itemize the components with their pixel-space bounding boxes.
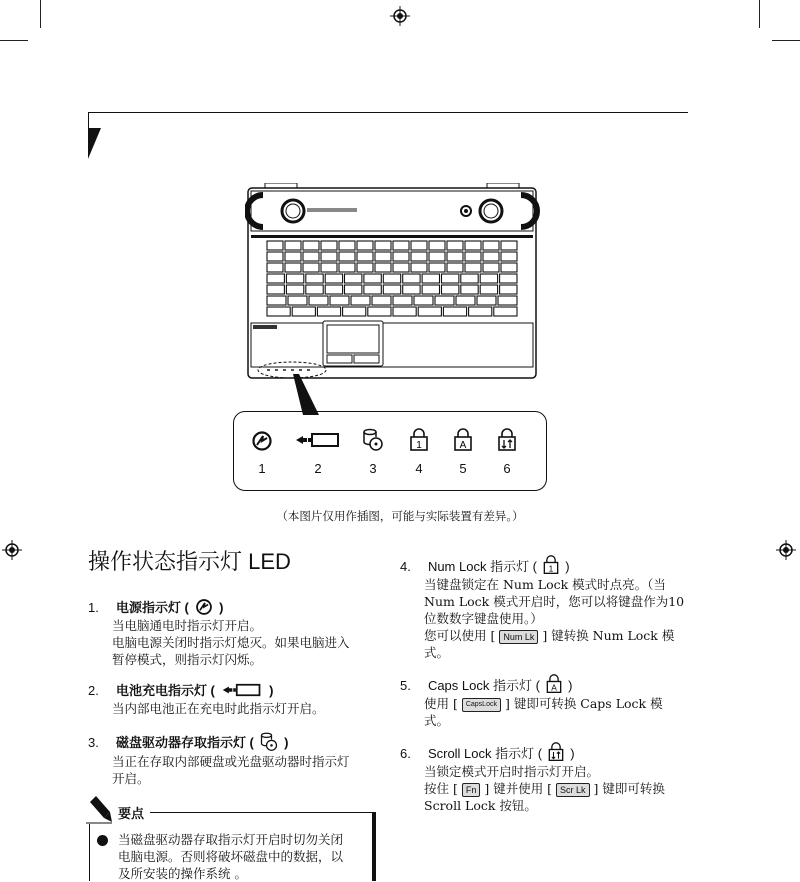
keyboard-key: [494, 307, 517, 316]
keyboard-key: [285, 263, 301, 272]
item-title: 电池充电指示灯 (: [115, 683, 215, 698]
figure-caption: （本图片仅用作插图，可能与实际装置有差异。）: [276, 509, 524, 523]
keyboard-key: [285, 252, 301, 261]
note-line: 电脑电源。否则将破坏磁盘中的数据，以: [118, 849, 344, 864]
item-line: 当键盘锁定在 Num Lock 模式时点亮。（当: [424, 577, 666, 592]
item-line: 按住 [ Fn ] 键并使用 [ Scr Lk ] 键即可转换: [424, 781, 665, 796]
keyboard-key: [339, 252, 355, 261]
keyboard-key: [325, 274, 342, 283]
keyboard-key: [325, 285, 342, 294]
keyboard-key: [501, 252, 517, 261]
item-caps-lock: [400, 674, 695, 729]
keyboard-key: [267, 274, 284, 283]
keyboard-key: [286, 285, 303, 294]
keyboard-key: [461, 285, 478, 294]
keyboard-key: [393, 307, 416, 316]
item-line: 当内部电池正在充电时此指示灯开启。: [112, 701, 325, 716]
keyboard-key: [267, 285, 284, 294]
keyboard-key: [435, 296, 454, 305]
keyboard-key: [357, 252, 373, 261]
item-title: 电源指示灯 (: [115, 600, 189, 615]
note-rule: [150, 812, 372, 813]
note-text: [118, 831, 373, 882]
caps-lock-key: CapsLock: [462, 698, 501, 712]
item-line: 位数数字键盘使用。）: [424, 611, 543, 626]
keyboard-key: [447, 252, 463, 261]
keyboard-key: [321, 241, 337, 250]
keyboard-key: [498, 296, 517, 305]
item-title: Scroll Lock 指示灯 (: [427, 746, 543, 761]
keyboard-key: [477, 296, 496, 305]
scr-lk-key: Scr Lk: [556, 783, 590, 797]
item-line: 使用 [ CapsLock ] 键即可转换 Caps Lock 模: [424, 696, 663, 711]
crop-mark: [759, 0, 760, 28]
item-line: 当电脑通电时指示灯开启。: [112, 618, 263, 633]
item-title: 磁盘驱动器存取指示灯 (: [115, 735, 254, 750]
item-number: 5.: [400, 678, 411, 693]
num-lock-icon: [409, 428, 429, 452]
pencil-icon: [86, 796, 112, 824]
keyboard-key: [469, 307, 492, 316]
fn-key: Fn: [462, 783, 481, 797]
item-title-close: ): [219, 600, 224, 615]
keyboard-key: [343, 307, 366, 316]
svg-text:A: A: [459, 440, 467, 451]
scroll-lock-icon: [497, 428, 517, 452]
keyboard-key: [480, 285, 497, 294]
indicator-label-1: 1: [258, 461, 266, 476]
laptop-illustration: [245, 183, 540, 383]
item-line: Num Lock 模式开启时，您可以将键盘作为10: [424, 594, 685, 609]
num-lk-key: Num Lk: [499, 630, 538, 644]
keyboard-key: [461, 274, 478, 283]
battery-charge-icon: [220, 683, 264, 697]
caps-lock-icon: [453, 428, 473, 452]
item-line: 式。: [424, 645, 450, 660]
keyboard-key: [411, 263, 427, 272]
keyboard-key: [286, 274, 303, 283]
caps-lock-icon: [545, 674, 563, 694]
item-battery: [88, 680, 388, 717]
keyboard-key: [465, 252, 481, 261]
item-title-close: ): [284, 735, 289, 750]
svg-text:1: 1: [548, 563, 554, 574]
item-title: Num Lock 指示灯 (: [427, 559, 538, 574]
keyboard-key: [501, 263, 517, 272]
indicator-label-5: 5: [459, 461, 467, 476]
item-number: 2.: [88, 683, 99, 698]
item-line: Scroll Lock 按钮。: [424, 798, 537, 813]
item-num-lock: [400, 555, 695, 661]
registration-mark-icon: [776, 540, 796, 560]
keyboard-key: [321, 252, 337, 261]
battery-charge-icon: [296, 432, 340, 448]
item-title-close: ): [565, 559, 570, 574]
item-line: 式。: [424, 713, 450, 728]
keyboard-key: [345, 274, 362, 283]
keyboard-key: [303, 252, 319, 261]
keyboard-key: [357, 263, 373, 272]
item-number: 4.: [400, 559, 411, 574]
item-line: 开启。: [112, 771, 150, 786]
keyboard-key: [500, 274, 517, 283]
item-line: 暂停模式，则指示灯闪烁。: [112, 652, 263, 667]
item-power: [88, 597, 388, 668]
keyboard-key: [383, 274, 400, 283]
registration-mark-icon: [390, 6, 410, 26]
keyboard-key: [321, 263, 337, 272]
disk-access-icon: [362, 428, 384, 452]
keyboard-key: [465, 263, 481, 272]
header-rule: [88, 112, 688, 113]
indicator-label-4: 4: [415, 461, 423, 476]
keyboard-key: [393, 252, 409, 261]
item-title-close: ): [568, 678, 573, 693]
item-number: 6.: [400, 746, 411, 761]
keyboard-key: [483, 241, 499, 250]
keyboard-key: [267, 241, 283, 250]
keyboard-key: [465, 241, 481, 250]
corner-triangle-icon: [88, 128, 102, 160]
item-disk: [88, 732, 388, 787]
keyboard-key: [288, 296, 307, 305]
callout-arrow: [285, 374, 325, 416]
keyboard-key: [411, 252, 427, 261]
keyboard-key: [351, 296, 370, 305]
keyboard-key: [483, 252, 499, 261]
keyboard-key: [429, 263, 445, 272]
keyboard-key: [418, 307, 441, 316]
keyboard-key: [285, 241, 301, 250]
keyboard-key: [375, 263, 391, 272]
note-line: 当磁盘驱动器存取指示灯开启时切勿关闭: [118, 832, 344, 847]
keyboard-key: [345, 285, 362, 294]
keyboard-key: [357, 241, 373, 250]
keyboard-key: [422, 285, 439, 294]
keyboard-key: [393, 296, 412, 305]
indicator-label-3: 3: [369, 461, 377, 476]
keyboard-key: [339, 241, 355, 250]
keyboard-key: [368, 307, 391, 316]
keyboard-key: [480, 274, 497, 283]
item-title: Caps Lock 指示灯 (: [427, 678, 540, 693]
keyboard-key: [447, 241, 463, 250]
keyboard-key: [303, 241, 319, 250]
keyboard-key: [442, 274, 459, 283]
keyboard-key: [364, 274, 381, 283]
item-line: 您可以使用 [ Num Lk ] 键转换 Num Lock 模: [424, 628, 675, 643]
item-number: 3.: [88, 735, 99, 750]
keyboard-key: [292, 307, 315, 316]
keyboard-key: [501, 241, 517, 250]
crop-mark: [0, 40, 28, 41]
item-scroll-lock: [400, 742, 695, 814]
indicator-label-2: 2: [314, 461, 322, 476]
note-bullet-icon: [97, 835, 108, 846]
keyboard-key: [442, 285, 459, 294]
note-line: 及所安装的操作系统 。: [118, 866, 247, 881]
power-icon: [194, 598, 214, 616]
keyboard-key: [375, 252, 391, 261]
keyboard-key: [267, 307, 290, 316]
keyboard-key: [330, 296, 349, 305]
item-line: 当正在存取内部硬盘或光盘驱动器时指示灯: [112, 754, 350, 769]
note-heading: 要点: [118, 806, 145, 821]
keyboard-key: [429, 241, 445, 250]
indicator-label-6: 6: [503, 461, 511, 476]
svg-text:1: 1: [416, 440, 422, 451]
keyboard-key: [306, 274, 323, 283]
keyboard-key: [267, 252, 283, 261]
keyboard-key: [414, 296, 433, 305]
keyboard-key: [393, 241, 409, 250]
keyboard-key: [383, 285, 400, 294]
num-lock-icon: [542, 555, 560, 575]
item-title-close: ): [269, 683, 274, 698]
keyboard-key: [456, 296, 475, 305]
keyboard-key: [422, 274, 439, 283]
keyboard-key: [447, 263, 463, 272]
keyboard-key: [375, 241, 391, 250]
keyboard-key: [267, 263, 283, 272]
section-title: 操作状态指示灯 LED: [88, 549, 291, 574]
keyboard-key: [403, 274, 420, 283]
keyboard-key: [372, 296, 391, 305]
note-rule-left: [89, 824, 90, 881]
item-line: 当锁定模式开启时指示灯开启。: [424, 764, 600, 779]
keyboard-key: [403, 285, 420, 294]
disk-access-icon: [259, 732, 279, 752]
keyboard-key: [500, 285, 517, 294]
crop-mark: [772, 40, 800, 41]
keyboard-key: [483, 263, 499, 272]
keyboard-key: [429, 252, 445, 261]
item-line: 电脑电源关闭时指示灯熄灭。如果电脑进入: [112, 635, 350, 650]
keyboard-key: [339, 263, 355, 272]
item-title-close: ): [570, 746, 575, 761]
keyboard-key: [267, 296, 286, 305]
power-icon: [251, 430, 273, 452]
keyboard-key: [309, 296, 328, 305]
keyboard-key: [411, 241, 427, 250]
keyboard-key: [317, 307, 340, 316]
keyboard-key: [306, 285, 323, 294]
crop-mark: [40, 0, 41, 28]
svg-text:A: A: [551, 682, 557, 693]
keyboard-key: [303, 263, 319, 272]
scroll-lock-icon: [547, 742, 565, 762]
keyboard-key: [443, 307, 466, 316]
registration-mark-icon: [2, 540, 22, 560]
item-number: 1.: [88, 600, 99, 615]
keyboard-key: [393, 263, 409, 272]
keyboard-key: [364, 285, 381, 294]
